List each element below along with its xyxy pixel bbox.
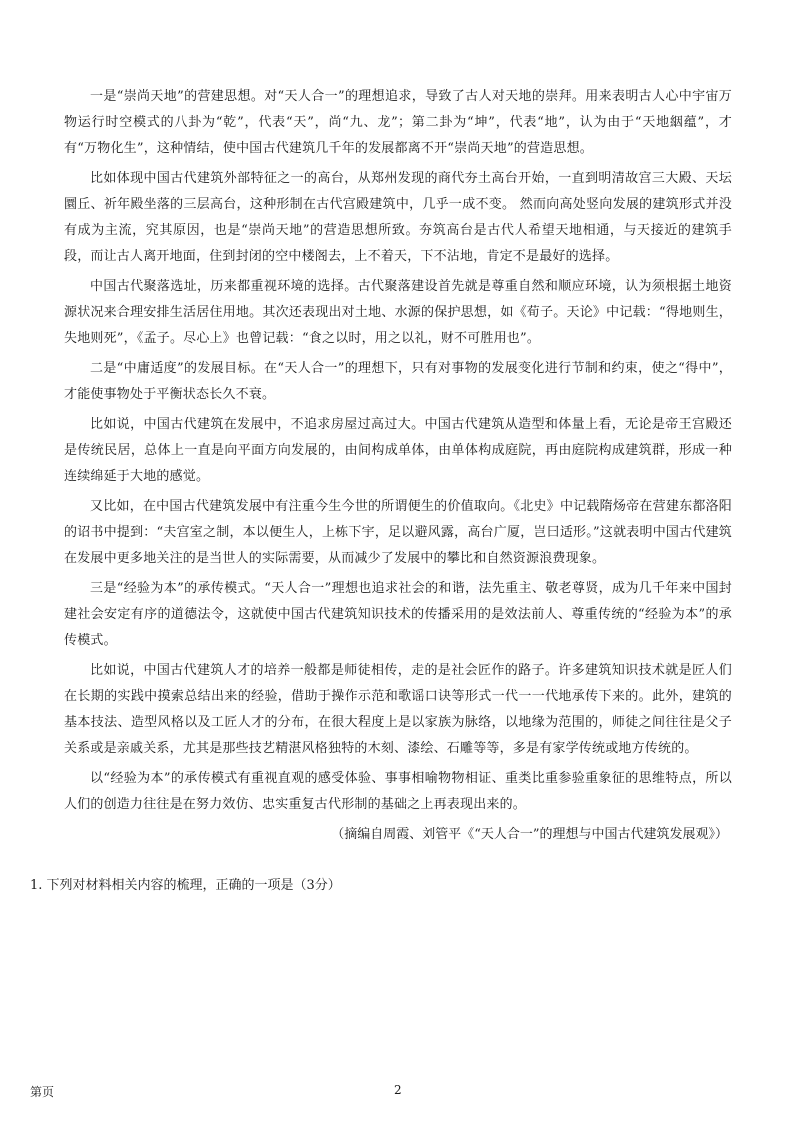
footer-page-number: 2 [394, 1083, 402, 1097]
paragraph-3: 中国古代聚落选址，历来都重视环境的选择。古代聚落建设首先就是尊重自然和顺应环境，认为须根据土地资源状况来合理安排生活居住用地。其次还表现出对土地、水源的保护思想，如《荀子。天论》中记载：“得地则生，失地则死”，《孟子。尽心上》也曾记载：“食之以时，用之以礼，财不可胜用也”。 [64, 279, 732, 346]
paragraph-6: 又比如，在中国古代建筑发展中有注重今生今世的所谓便生的价值取向。《北史》中记载隋炀帝在营建东都洛阳的诏书中提到：“夫宫室之制，本以便生人，上栋下宇，足以避风露，高台广厦，岂曰适形。”这就表明中国古代建筑在发展中更多地关注的是当世人的实际需要，从而减少了发展中的攀比和自然资源浪费现象。 [64, 499, 732, 566]
paragraph-9: 以“经验为本”的承传模式有重视直观的感受体验、事事相喻物物相证、重类比重参验重象征的思维特点，所以人们的创造力往往是在努力效仿、忠实重复古代形制的基础之上再表现出来的。 [64, 771, 732, 812]
article-body [64, 84, 732, 848]
paragraph-5: 比如说，中国古代建筑在发展中，不追求房屋过高过大。中国古代建筑从造型和体量上看，无论是帝王宫殿还是传统民居，总体上一直是向平面方向发展的，由间构成单体，由单体构成庭院，再由庭院构成建筑群，形成一种连续绵延于大地的感觉。 [64, 417, 732, 484]
paragraph-7: 三是“经验为本”的承传模式。“天人合一”理想也追求社会的和谐，法先重主、敬老尊贤，成为几千年来中国封建社会安定有序的道德法令，这就使中国古代建筑知识技术的传播采用的是效法前人、尊重传统的“经验为本”的承传模式。 [64, 581, 732, 648]
paragraph-4: 二是“中庸适度”的发展目标。在“天人合一”的理想下，只有对事物的发展变化进行节制和约束，使之“得中”，才能使事物处于平衡状态长久不衰。 [64, 361, 732, 402]
source-citation: （摘编自周霞、刘管平《“天人合一”的理想与中国古代建筑发展观》） [331, 827, 728, 842]
paragraph-8: 比如说，中国古代建筑人才的培养一般都是师徒相传，走的是社会匠作的路子。许多建筑知识技术就是匠人们在长期的实践中摸索总结出来的经验，借助于操作示范和歌谣口诀等形式一代一一代地承传下来的。此外，建筑的基本技法、造型风格以及工匠人才的分布，在很大程度上是以家族为脉络，以地缘为范围的，师徒之间往往是父子关系或是亲戚关系，尤其是那些技艺精湛风格独特的木刻、漆绘、石雕等等，多是有家学传统或地方传统的。 [64, 663, 732, 756]
question-1: 1. 下列对材料相关内容的梳理，正确的一项是（3分） [30, 878, 341, 893]
paragraph-2: 比如体现中国古代建筑外部特征之一的高台，从郑州发现的商代夯土高台开始，一直到明清故宫三大殿、天坛圜丘、祈年殿坐落的三层高台，这种形制在古代宫殿建筑中，几乎一成不变。 然而向高处竖向发展的建筑形式并没有成为主流，究其原因，也是“崇尚天地”的营造思想所致。夯筑高台是古代人希望天地相通，与天接近的建筑手段，而让古人离开地面，住到封闭的空中楼阁去，上不着天，下不沾地，肯定不是最好的选择。 [64, 171, 732, 264]
paragraph-1: 一是“崇尚天地”的营建思想。对“天人合一”的理想追求，导致了古人对天地的崇拜。用来表明古人心中宇宙万物运行时空模式的八卦为“乾”，代表“天”，尚“九、龙”；第二卦为“坤”，代表“地”，认为由于“天地絪蕴”，才有“万物化生”，这种情结，使中国古代建筑几千年的发展都离不开“崇尚天地”的营造思想。 [64, 89, 732, 156]
footer-page-label: 第页 [30, 1085, 55, 1099]
